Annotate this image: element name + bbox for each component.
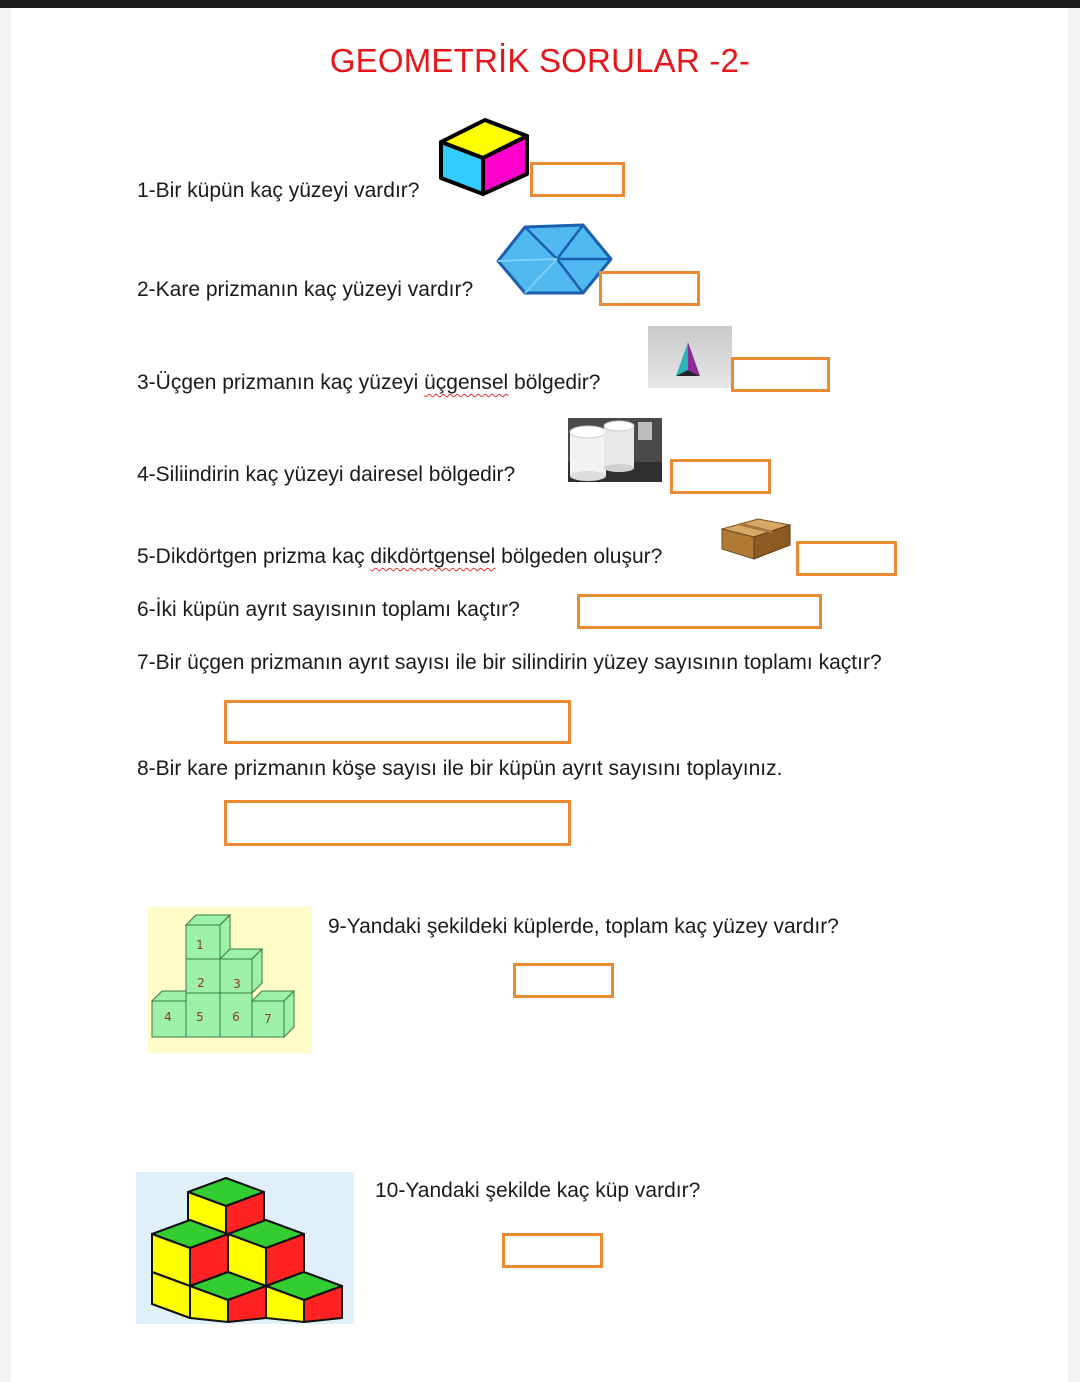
question-8: 8-Bir kare prizmanın köşe sayısı ile bir küpün ayrıt sayısını toplayınız. [137,757,783,780]
answer-box-2[interactable] [599,271,700,306]
cube-number-1: 1 [196,938,204,952]
question-7: 7-Bir üçgen prizmanın ayrıt sayısı ile bir silindirin yüzey sayısının toplamı kaçtır? [137,651,882,674]
stacked-cubes-figure [136,1172,354,1324]
cube-number-7: 7 [264,1012,272,1026]
question-5-spell-marked-word: dikdörtgensel [370,545,496,568]
cube-number-2: 2 [197,976,205,990]
question-3-text-start: 3-Üçgen prizmanın kaç yüzeyi [137,371,425,394]
cube-number-5: 5 [196,1010,204,1024]
question-1: 1-Bir küpün kaç yüzeyi vardır? [137,179,420,202]
cube-number-4: 4 [164,1010,172,1024]
question-5-text-end: bölgeden oluşur? [495,545,663,568]
question-4: 4-Siliindirin kaç yüzeyi dairesel bölgedir? [137,463,516,486]
cube-number-3: 3 [233,977,241,991]
cube-number-6: 6 [232,1010,240,1024]
answer-box-9[interactable] [513,963,614,998]
cylinders-photo [568,418,662,482]
question-2: 2-Kare prizmanın kaç yüzeyi vardır? [137,278,474,301]
page-title: GEOMETRİK SORULAR -2- [329,42,751,79]
answer-box-1[interactable] [530,162,625,197]
blue-prism-icon [495,223,615,297]
cardboard-box-photo [720,515,792,561]
answer-box-4[interactable] [670,459,771,494]
numbered-cubes-figure [148,907,312,1053]
answer-box-10[interactable] [502,1233,603,1268]
question-5 [137,544,662,570]
answer-box-7[interactable] [224,700,571,744]
answer-box-3[interactable] [731,357,830,392]
question-10: 10-Yandaki şekilde kaç küp vardır? [375,1179,701,1202]
question-3-text-end: bölgedir? [508,371,601,394]
colored-cube-icon [437,112,531,198]
question-3-spell-marked-word: üçgensel [424,371,509,394]
top-bar [0,0,1080,8]
question-9: 9-Yandaki şekildeki küplerde, toplam kaç yüzey vardır? [328,915,839,938]
triangular-prism-photo [648,326,732,388]
answer-box-6[interactable] [577,594,822,629]
answer-box-5[interactable] [796,541,897,576]
question-6: 6-İki küpün ayrıt sayısının toplamı kaçtır? [137,598,520,621]
question-3 [137,370,600,396]
right-margin [1068,8,1080,1382]
question-5-text-start: 5-Dikdörtgen prizma kaç [137,545,371,568]
left-margin [0,8,11,1382]
answer-box-8[interactable] [224,800,571,846]
